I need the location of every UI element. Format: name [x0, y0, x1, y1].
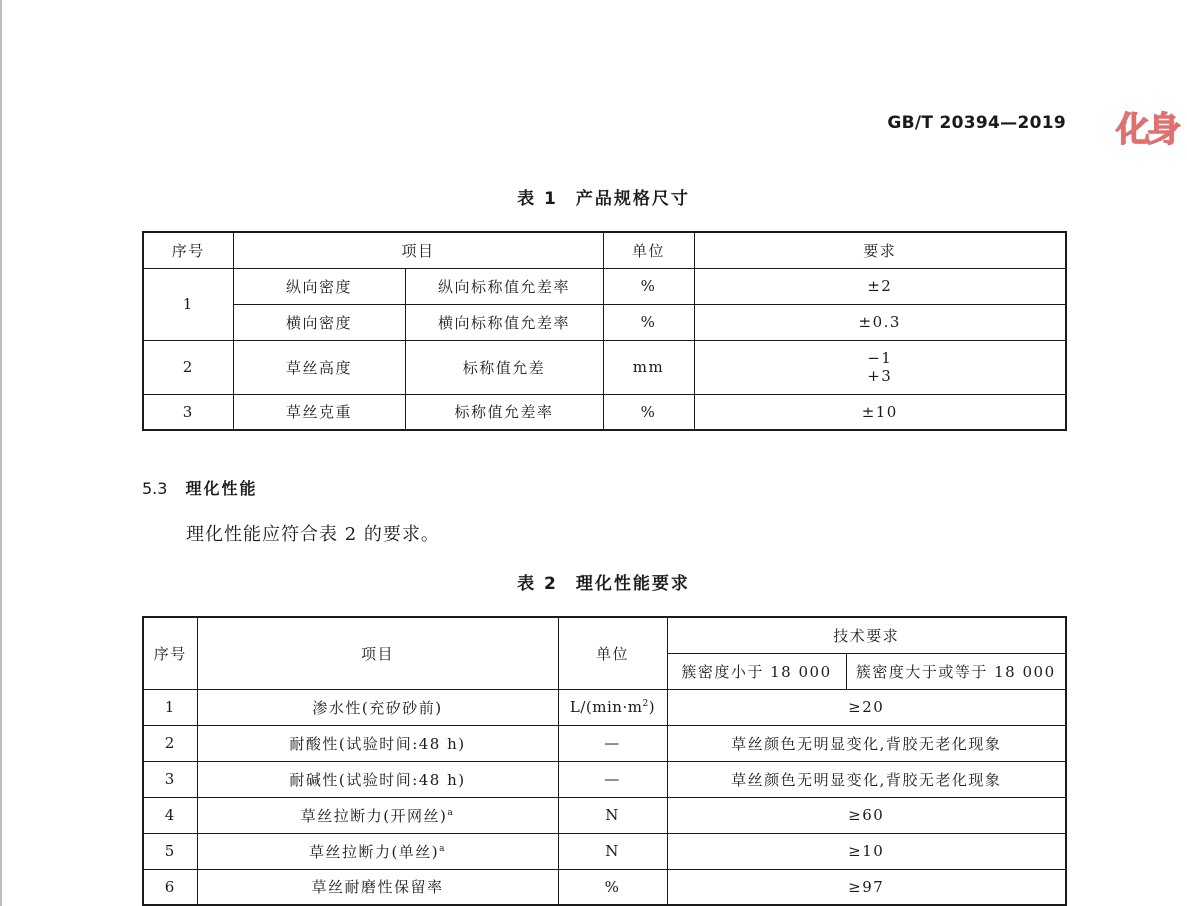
unit-main: L/(min·m — [569, 698, 643, 716]
spec-table — [142, 231, 1067, 431]
table1-number: 表 1 — [517, 189, 558, 209]
header-seq: 序号 — [143, 232, 233, 268]
cell-subitem: 标称值允差率 — [405, 394, 603, 430]
cell-item — [197, 833, 558, 869]
cell-item: 耐碱性(试验时间:48 h) — [197, 761, 558, 797]
cell-subitem: 标称值允差 — [405, 340, 603, 394]
header-item: 项目 — [233, 232, 603, 268]
cell-requirement: ≥60 — [667, 797, 1066, 833]
body-paragraph: 理化性能应符合表 2 的要求。 — [186, 524, 440, 545]
cell-subitem: 纵向标称值允差率 — [405, 268, 603, 304]
header-item: 项目 — [197, 617, 558, 689]
table-row — [143, 304, 1066, 340]
cell-item: 草丝克重 — [233, 394, 405, 430]
cell-item: 纵向密度 — [233, 268, 405, 304]
footnote-mark: a — [439, 843, 447, 854]
cell-item: 横向密度 — [233, 304, 405, 340]
cell-unit: % — [558, 869, 667, 905]
cell-requirement: ±10 — [694, 394, 1066, 430]
cell-seq: 6 — [143, 869, 197, 905]
cell-seq: 2 — [143, 340, 233, 394]
cell-unit: % — [603, 394, 694, 430]
cell-item: 耐酸性(试验时间:48 h) — [197, 725, 558, 761]
cell-unit: mm — [603, 340, 694, 394]
table-row — [143, 268, 1066, 304]
table-row — [143, 394, 1066, 430]
cell-requirement: 草丝颜色无明显变化,背胶无老化现象 — [667, 725, 1066, 761]
cell-requirement: ≥20 — [667, 689, 1066, 725]
cell-requirement — [694, 340, 1066, 394]
cell-requirement: ±0.3 — [694, 304, 1066, 340]
item-text: 草丝拉断力(单丝) — [308, 842, 440, 861]
cell-unit: — — [558, 725, 667, 761]
table2-title: 理化性能要求 — [575, 574, 690, 594]
table-row — [143, 689, 1066, 725]
header-density-high: 簇密度大于或等于 18 000 — [846, 653, 1066, 689]
stamp-mark: 化身 — [1116, 110, 1178, 150]
table1-caption — [142, 184, 1065, 209]
cell-unit: — — [558, 761, 667, 797]
cell-item: 草丝高度 — [233, 340, 405, 394]
cell-seq: 3 — [143, 761, 197, 797]
cell-unit: % — [603, 304, 694, 340]
cell-seq: 1 — [143, 268, 233, 340]
cell-subitem: 横向标称值允差率 — [405, 304, 603, 340]
header-seq: 序号 — [143, 617, 197, 689]
page-edge — [0, 0, 2, 906]
cell-requirement: ≥97 — [667, 869, 1066, 905]
unit-exponent: 2 — [642, 699, 649, 709]
section-title: 理化性能 — [185, 479, 258, 498]
cell-requirement: ±2 — [694, 268, 1066, 304]
cell-requirement: ≥10 — [667, 833, 1066, 869]
table2-caption — [142, 569, 1065, 594]
table-row — [143, 833, 1066, 869]
table-header-row — [143, 617, 1066, 653]
item-text: 草丝拉断力(开网丝) — [300, 806, 448, 825]
table-row — [143, 797, 1066, 833]
cell-requirement: 草丝颜色无明显变化,背胶无老化现象 — [667, 761, 1066, 797]
table-row — [143, 725, 1066, 761]
cell-seq: 2 — [143, 725, 197, 761]
cell-unit: % — [603, 268, 694, 304]
cell-unit: N — [558, 833, 667, 869]
cell-unit: N — [558, 797, 667, 833]
table-row — [143, 869, 1066, 905]
footnote-mark: a — [447, 807, 455, 818]
header-requirement: 要求 — [694, 232, 1066, 268]
tolerance-upper: +3 — [867, 367, 893, 385]
cell-seq: 3 — [143, 394, 233, 430]
cell-seq: 5 — [143, 833, 197, 869]
section-heading — [142, 476, 257, 499]
performance-table — [142, 616, 1067, 906]
header-tech-requirement: 技术要求 — [667, 617, 1066, 653]
tolerance-lower: −1 — [867, 349, 893, 367]
unit-tail: ) — [648, 698, 656, 716]
header-unit: 单位 — [558, 617, 667, 689]
table-row — [143, 340, 1066, 394]
cell-item — [197, 797, 558, 833]
cell-item: 草丝耐磨性保留率 — [197, 869, 558, 905]
cell-item: 渗水性(充矽砂前) — [197, 689, 558, 725]
table2-number: 表 2 — [517, 574, 558, 594]
cell-seq: 1 — [143, 689, 197, 725]
table1-title: 产品规格尺寸 — [575, 189, 690, 209]
cell-seq: 4 — [143, 797, 197, 833]
section-number: 5.3 — [142, 479, 168, 498]
header-density-low: 簇密度小于 18 000 — [667, 653, 846, 689]
table-row — [143, 761, 1066, 797]
header-unit: 单位 — [603, 232, 694, 268]
standard-code: GB/T 20394—2019 — [887, 113, 1066, 133]
table-header-row — [143, 232, 1066, 268]
cell-unit — [558, 689, 667, 725]
